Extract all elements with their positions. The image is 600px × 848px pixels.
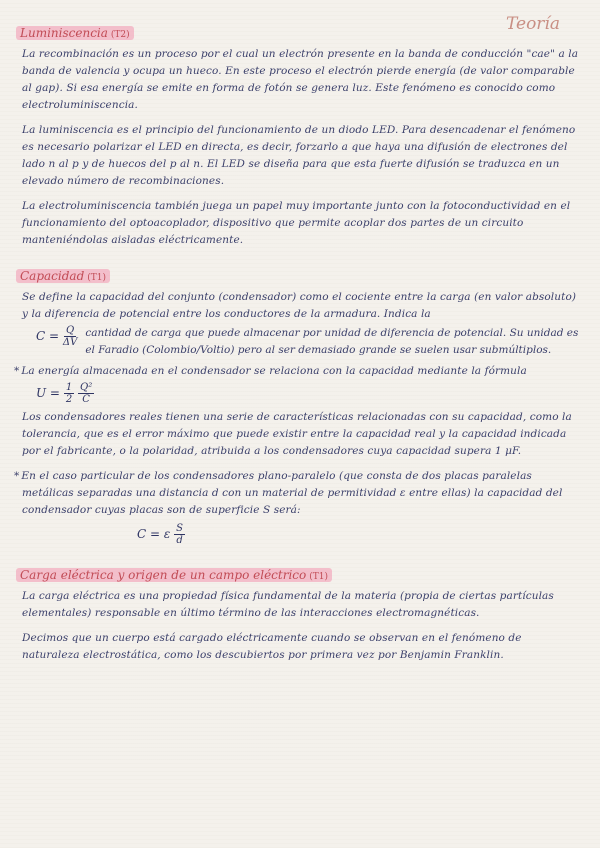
plane-capacitor-formula <box>137 523 582 546</box>
heading-tag: (T2) <box>110 30 130 40</box>
heading-tag: (T1) <box>309 572 329 582</box>
formula-numerator: 1 <box>65 382 73 393</box>
section-carga-electrica <box>22 556 582 664</box>
formula-fraction <box>63 325 77 348</box>
page-label: Teoría <box>505 14 560 34</box>
section-heading-carga-electrica <box>16 568 332 582</box>
formula-lhs: C = ε <box>137 527 171 541</box>
paragraph: La recombinación es un proceso por el cual un electrón presente en la banda de conducción "cae" a la banda de valencia y ocupa un hueco. En este proceso el electrón pierde energía (de valor comparable al gap). Si esa energía se emite en forma de fotón se genera luz. Este fenómeno es conocido como electroluminiscencia. <box>22 48 579 111</box>
formula-fraction-half <box>64 382 74 405</box>
paragraph: * En el caso particular de los condensadores plano-paralelo (que consta de dos placas paralelas metálicas separadas una distancia d con un material de permitividad ε entre ellas) la capacidad del condensador cuyas placas son de superficie S será: <box>22 468 582 519</box>
capacitance-formula <box>36 325 77 348</box>
formula-denominator: d <box>176 535 183 546</box>
formula-lhs: C = <box>36 329 60 343</box>
section-heading-luminiscencia <box>16 26 134 40</box>
heading-tag: (T1) <box>87 273 107 283</box>
formula-lhs: U = <box>36 386 60 400</box>
energy-formula <box>36 382 582 405</box>
formula-denominator: 2 <box>65 394 73 405</box>
heading-text: Capacidad <box>20 269 85 283</box>
paragraph: Los condensadores reales tienen una serie de características relacionadas con su capacidad, como la tolerancia, que es el error máximo que puede existir entre la capacidad real y la capacidad indicada por el fabricante, o la polaridad, atribuida a los condensadores cuya capacidad supera 1 μF. <box>22 411 572 457</box>
heading-text: Luminiscencia <box>20 26 108 40</box>
paragraph: Decimos que un cuerpo está cargado eléctricamente cuando se observan en el fenómeno de naturaleza electrostática, como los descubiertos por primera vez por Benjamin Franklin. <box>22 632 522 661</box>
paragraph: * La energía almacenada en el condensador se relaciona con la capacidad mediante la fórmula <box>22 363 582 380</box>
formula-fraction <box>174 523 185 546</box>
paragraph: La luminiscencia es el principio del funcionamiento de un diodo LED. Para desencadenar el fenómeno es necesario polarizar el LED en directa, es decir, forzarlo a que haya una difusión de electrones del lado n al p y de huecos del p al n. El LED se diseña para que esta fuerte difusión se traduzca en un elevado número de recombinaciones. <box>22 124 576 187</box>
formula-numerator: Q² <box>80 382 93 393</box>
paragraph: La electroluminiscencia también juega un papel muy importante junto con la fotoconductividad en el funcionamiento del optoacoplador, dispositivo que permite acoplar dos partes de un circuito manteniéndolas aisladas eléctricamente. <box>22 200 571 246</box>
formula-numerator: Q <box>66 325 75 336</box>
capacitance-formula-block <box>36 325 582 359</box>
formula-fraction <box>78 382 94 405</box>
section-heading-capacidad <box>16 269 110 283</box>
formula-denominator: ΔV <box>62 337 78 348</box>
paragraph: Se define la capacidad del conjunto (condensador) como el cociente entre la carga (en valor absoluto) y la diferencia de potencial entre los conductores de la armadura. Indica la <box>22 291 577 320</box>
formula-description: cantidad de carga que puede almacenar por unidad de diferencia de potencial. Su unidad es el Faradio (Colombio/Voltio) pero al ser demasiado grande se suelen usar submúltiplos. <box>85 327 579 356</box>
heading-text: Carga eléctrica y origen de un campo eléctrico <box>20 568 307 582</box>
paragraph: La carga eléctrica es una propiedad física fundamental de la materia (propia de ciertas partículas elementales) responsable en último término de las interacciones electromagnéticas. <box>22 590 554 619</box>
section-capacidad <box>22 257 582 546</box>
formula-numerator: S <box>176 523 183 534</box>
formula-denominator: C <box>82 394 90 405</box>
section-luminiscencia <box>22 14 582 249</box>
